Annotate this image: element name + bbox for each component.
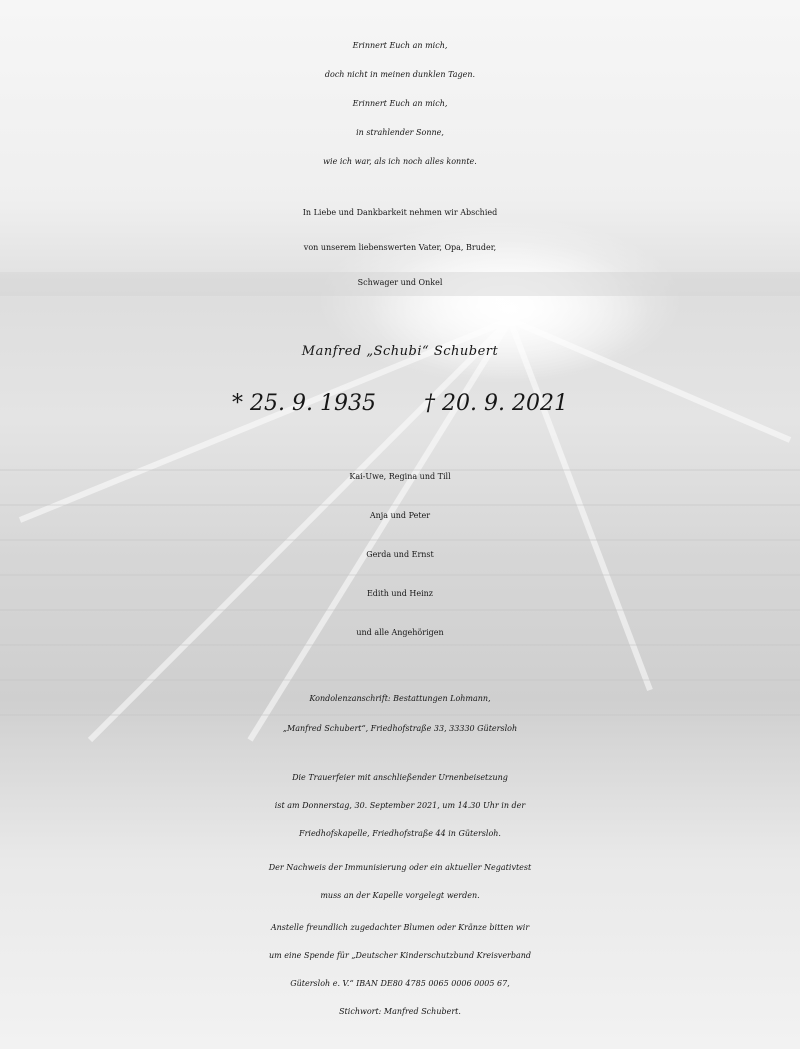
poem-line: doch nicht in meinen dunklen Tagen. bbox=[324, 70, 476, 79]
farewell-line: In Liebe und Dankbarkeit nehmen wir Abschied bbox=[302, 208, 498, 217]
proof-line: Der Nachweis der Immunisierung oder ein aktueller Negativtest bbox=[268, 863, 532, 872]
farewell-line: Schwager und Onkel bbox=[357, 278, 443, 287]
life-dates bbox=[0, 388, 800, 420]
donation-line: Stichwort: Manfred Schubert. bbox=[339, 1007, 461, 1016]
birth-date: * 25. 9. 1935 bbox=[232, 391, 376, 416]
mourners-list bbox=[0, 457, 800, 652]
proof-line: muss an der Kapelle vorgelegt werden. bbox=[320, 891, 480, 900]
ceremony-line: ist am Donnerstag, 30. September 2021, um 14.30 Uhr in der bbox=[274, 801, 526, 810]
poem-line: wie ich war, als ich noch alles konnte. bbox=[323, 157, 477, 166]
condolence-address bbox=[0, 684, 800, 744]
mourner-line: und alle Angehörigen bbox=[356, 628, 444, 637]
mourner-line: Kai-Uwe, Regina und Till bbox=[349, 472, 451, 481]
poem bbox=[0, 31, 800, 176]
deceased-name: Manfred „Schubi“ Schubert bbox=[301, 344, 499, 359]
donation-request bbox=[40, 914, 760, 1026]
mourner-line: Anja und Peter bbox=[369, 511, 431, 520]
donation-line: um eine Spende für „Deutscher Kinderschutzbund Kreisverband bbox=[268, 951, 532, 960]
ceremony-info bbox=[40, 764, 760, 848]
ceremony-line: Die Trauerfeier mit anschließender Urnenbeisetzung bbox=[292, 773, 508, 782]
condolence-line: „Manfred Schubert“, Friedhofstraße 33, 33330 Gütersloh bbox=[282, 724, 518, 733]
poem-line: in strahlender Sonne, bbox=[356, 128, 444, 137]
farewell-text bbox=[0, 195, 800, 300]
donation-line: Anstelle freundlich zugedachter Blumen oder Kränze bitten wir bbox=[270, 923, 530, 932]
poem-line: Erinnert Euch an mich, bbox=[352, 41, 448, 50]
mourner-line: Edith und Heinz bbox=[366, 589, 434, 598]
mourner-line: Gerda und Ernst bbox=[366, 550, 434, 559]
proof-notice bbox=[40, 854, 760, 910]
farewell-line: von unserem liebenswerten Vater, Opa, Bruder, bbox=[303, 243, 497, 252]
death-date: † 20. 9. 2021 bbox=[424, 391, 568, 416]
ceremony-line: Friedhofskapelle, Friedhofstraße 44 in Gütersloh. bbox=[299, 829, 501, 838]
poem-line: Erinnert Euch an mich, bbox=[352, 99, 448, 108]
condolence-line: Kondolenzanschrift: Bestattungen Lohmann, bbox=[309, 694, 491, 703]
donation-line: Gütersloh e. V.“ IBAN DE80 4785 0065 0006 0005 67, bbox=[290, 979, 510, 988]
